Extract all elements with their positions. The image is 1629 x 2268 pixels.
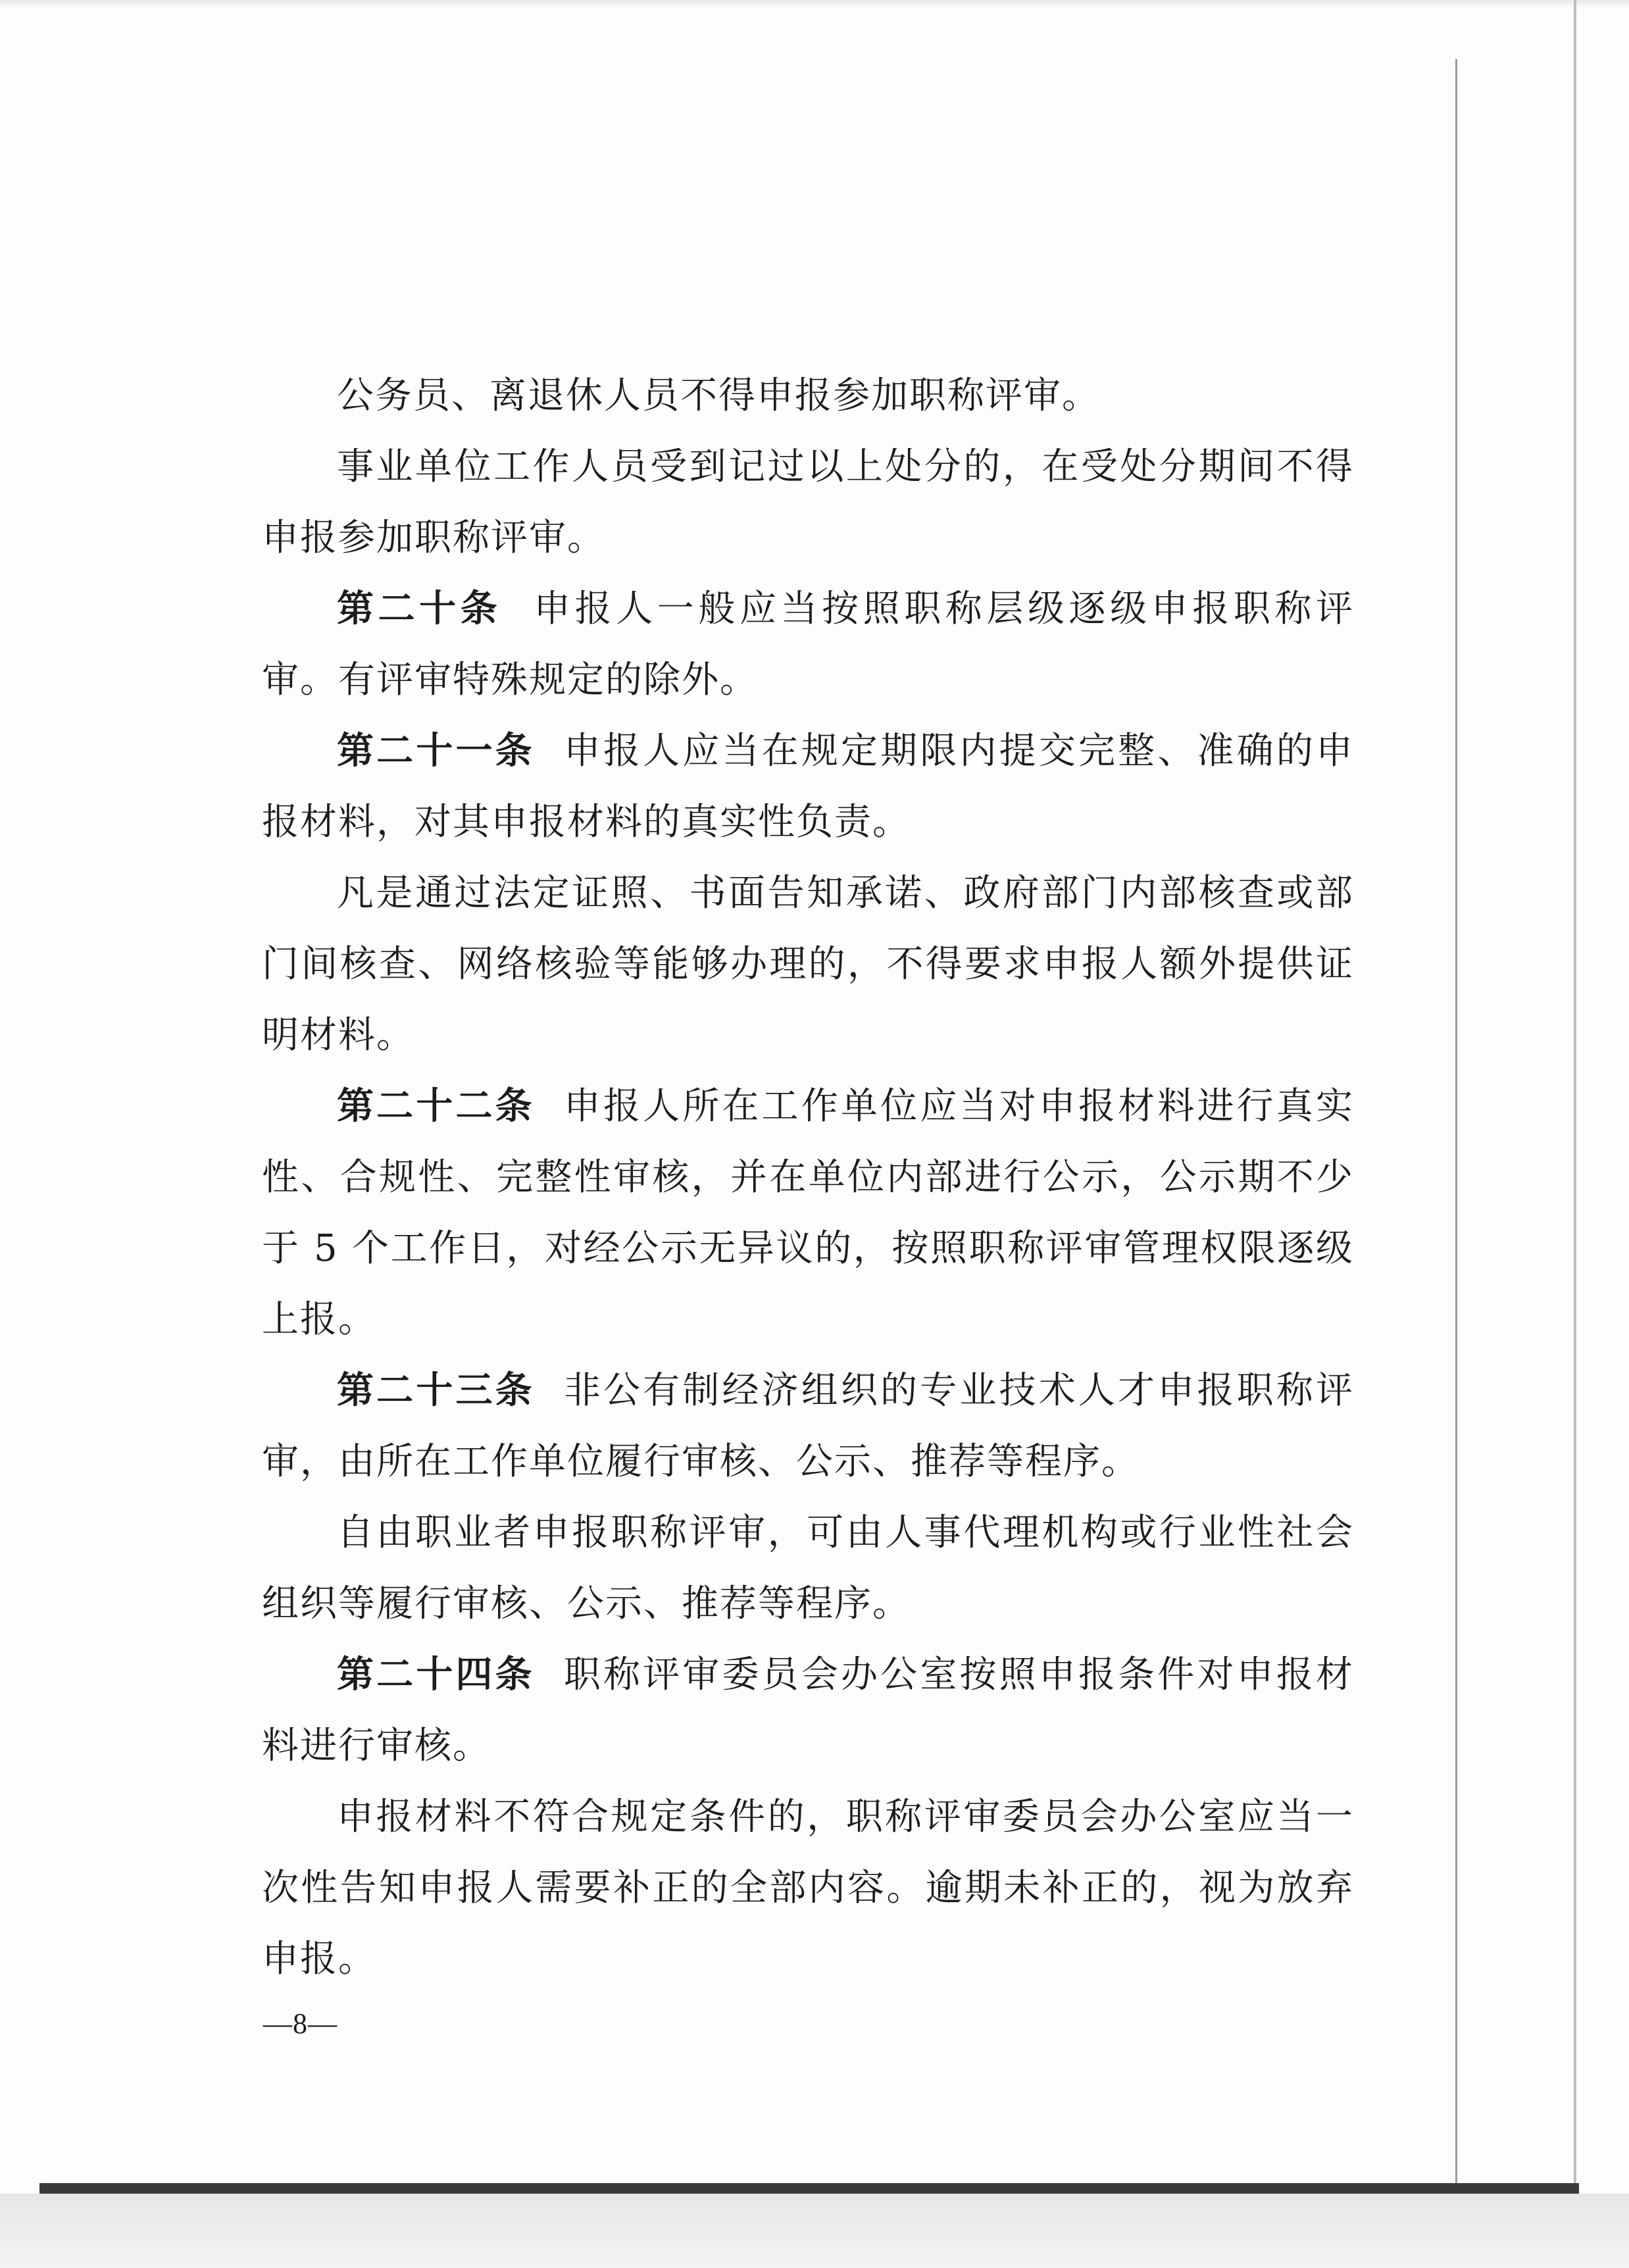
article-heading: 第二十四条 bbox=[337, 1653, 535, 1696]
paragraph-text: 事业单位工作人员受到记过以上处分的，在受处分期间不得申报参加职称评审。 bbox=[262, 445, 1354, 559]
paragraph bbox=[262, 716, 1354, 858]
paragraph bbox=[262, 1782, 1354, 1995]
scan-bottom-bar bbox=[39, 2183, 1579, 2194]
paragraph-text: 凡是通过法定证照、书面告知承诺、政府部门内部核查或部门间核查、网络核验等能够办理的，不得要求申报人额外提供证明材料。 bbox=[262, 872, 1354, 1057]
paragraph-text: 申报人一般应当按照职称层级逐级申报职称评审。有评审特殊规定的除外。 bbox=[262, 588, 1355, 701]
paragraph-text: 申报人应当在规定期限内提交完整、准确的申报材料，对其申报材料的真实性负责。 bbox=[262, 730, 1355, 844]
paragraph bbox=[262, 574, 1354, 716]
paragraph bbox=[262, 361, 1354, 432]
paragraph bbox=[262, 1498, 1354, 1640]
paragraph bbox=[262, 858, 1354, 1071]
article-heading: 第二十一条 bbox=[337, 730, 535, 772]
article-heading: 第二十条 bbox=[337, 588, 502, 630]
article-heading: 第二十二条 bbox=[337, 1085, 535, 1128]
scan-edge-line bbox=[1455, 59, 1457, 2191]
paragraph-text: 申报人所在工作单位应当对申报材料进行真实性、合规性、完整性审核，并在单位内部进行公示，公示期不少于 5 个工作日，对经公示无异议的，按照职称评审管理权限逐级上报。 bbox=[262, 1085, 1355, 1341]
paragraph bbox=[262, 1355, 1354, 1498]
scan-bottom-shadow bbox=[0, 2194, 1629, 2268]
scan-top-shadow bbox=[0, 0, 1629, 9]
paragraph bbox=[262, 1640, 1354, 1782]
paragraph-text: 非公有制经济组织的专业技术人才申报职称评审，由所在工作单位履行审核、公示、推荐等程序。 bbox=[262, 1369, 1355, 1483]
paragraph bbox=[262, 432, 1354, 574]
paragraph-text: 申报材料不符合规定条件的，职称评审委员会办公室应当一次性告知申报人需要补正的全部内容。逾期未补正的，视为放弃申报。 bbox=[262, 1796, 1354, 1980]
article-heading: 第二十三条 bbox=[337, 1369, 535, 1412]
paragraph bbox=[262, 1071, 1354, 1355]
paragraph-text: 公务员、离退休人员不得申报参加职称评审。 bbox=[337, 374, 1100, 417]
paragraph-text: 自由职业者申报职称评审，可由人事代理机构或行业性社会组织等履行审核、公示、推荐等程序。 bbox=[262, 1511, 1354, 1625]
scan-edge-line-outer bbox=[1574, 0, 1576, 2191]
document-body bbox=[262, 361, 1354, 1995]
page-number: —8— bbox=[263, 2007, 338, 2040]
paragraph-text: 职称评审委员会办公室按照申报条件对申报材料进行审核。 bbox=[262, 1653, 1355, 1767]
